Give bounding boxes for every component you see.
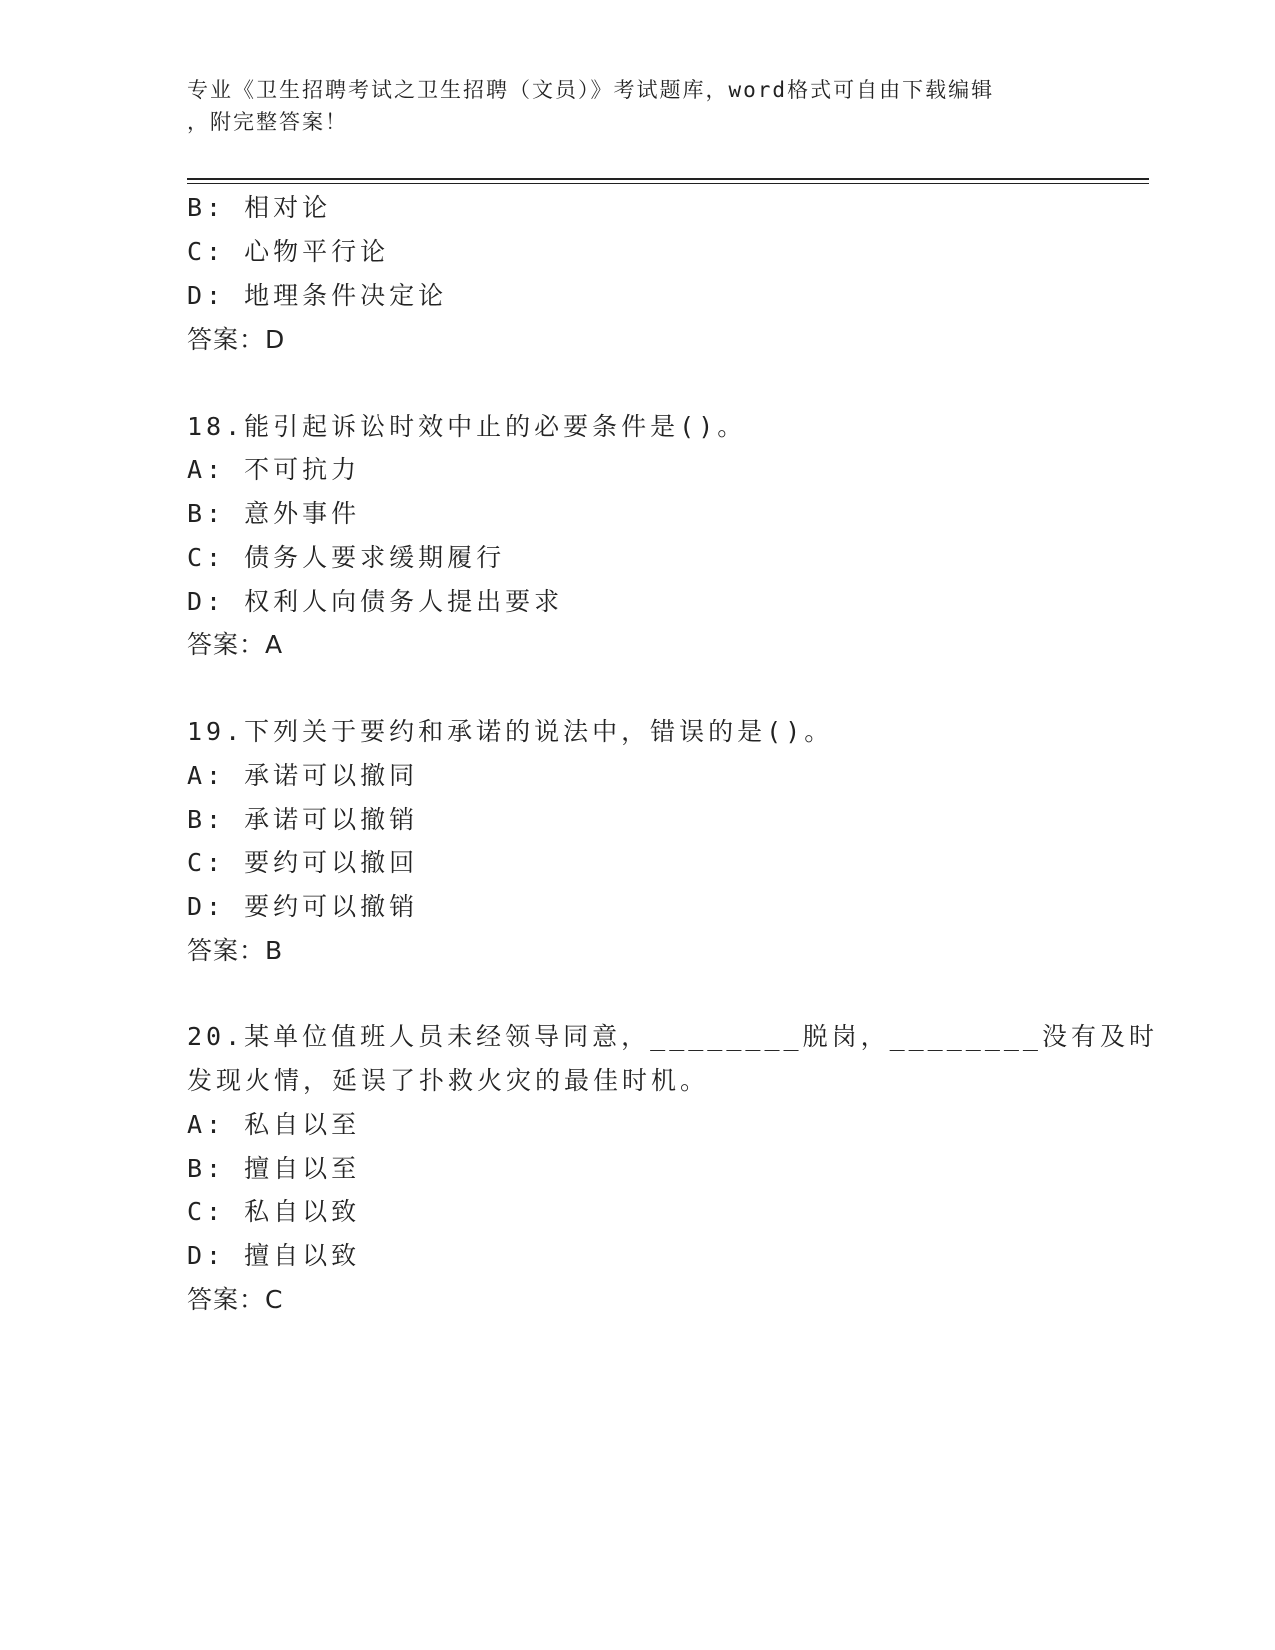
prev-option-d: D: 地理条件决定论 — [187, 281, 448, 310]
q20-answer: 答案：C — [187, 1285, 284, 1314]
q19-option-b: B: 承诺可以撤销 — [187, 805, 419, 834]
q20-option-a: A: 私自以至 — [187, 1110, 361, 1139]
q19-answer: 答案：B — [187, 936, 284, 965]
q18-answer: 答案：A — [187, 630, 284, 659]
prev-option-b: B: 相对论 — [187, 193, 332, 222]
q18-option-a: A: 不可抗力 — [187, 455, 361, 484]
q18-option-c: C: 债务人要求缓期履行 — [187, 543, 506, 572]
header-divider-thin — [187, 183, 1149, 184]
q20-option-d: D: 擅自以致 — [187, 1241, 361, 1270]
prev-option-c: C: 心物平行论 — [187, 237, 390, 266]
header-line-2: ，附完整答案！ — [187, 110, 348, 134]
prev-answer: 答案：D — [187, 325, 286, 354]
q20-option-b: B: 擅自以至 — [187, 1154, 361, 1183]
document-header — [187, 74, 1087, 138]
q19-stem: 19.下列关于要约和承诺的说法中，错误的是()。 — [187, 717, 834, 746]
q20-stem-line-1: 20.某单位值班人员未经领导同意，________脱岗，________没有及时 — [187, 1022, 1158, 1051]
q19-option-c: C: 要约可以撤回 — [187, 848, 419, 877]
q19-option-a: A: 承诺可以撤同 — [187, 761, 419, 790]
header-line-1: 专业《卫生招聘考试之卫生招聘（文员）》考试题库，word格式可自由下载编辑 — [187, 78, 995, 102]
header-divider-thick — [187, 178, 1149, 180]
q19-option-d: D: 要约可以撤销 — [187, 892, 419, 921]
q20-option-c: C: 私自以致 — [187, 1197, 361, 1226]
q18-option-b: B: 意外事件 — [187, 499, 361, 528]
q20-stem-line-2: 发现火情，延误了扑救火灾的最佳时机。 — [187, 1066, 710, 1095]
q18-stem: 18.能引起诉讼时效中止的必要条件是()。 — [187, 412, 747, 441]
q18-option-d: D: 权利人向债务人提出要求 — [187, 587, 564, 616]
